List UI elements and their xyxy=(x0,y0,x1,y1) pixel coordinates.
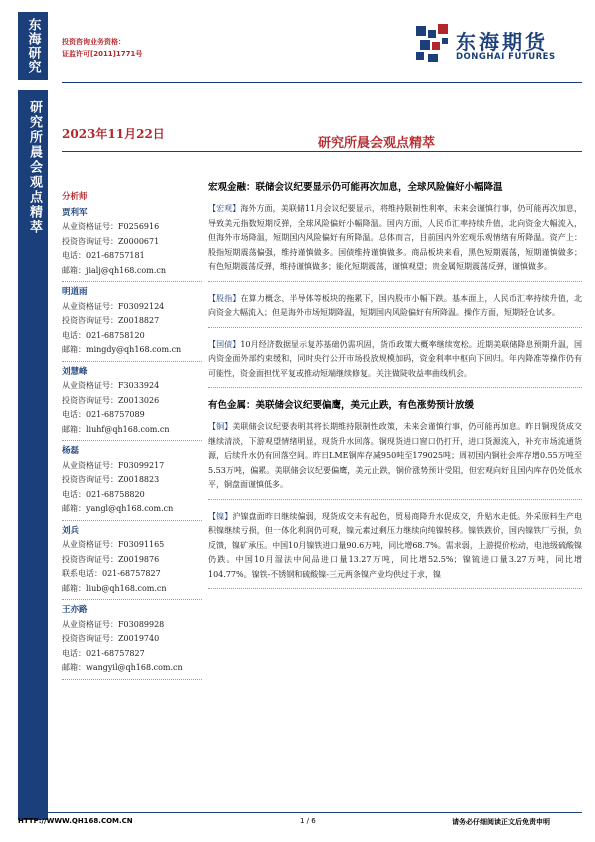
analyst-divider xyxy=(62,517,202,521)
header-divider xyxy=(62,82,582,83)
paragraph-tag: 【镍】 xyxy=(208,511,233,521)
donghai-logo-icon xyxy=(412,22,452,64)
analyst-license: 从业资格证号：F3033924 xyxy=(62,381,160,390)
commentary-paragraph xyxy=(208,420,582,500)
paragraph-text: 美联储会议纪要表明其将长期维持限制性政策，未来会谨慎行事，仍可能再加息。昨日铜现货成交继续清淡，下游观望情绪明显，现货升水回落。铜现货进口窗口仍打开，进口货源流入，补充市场流通货源，后续升水仍有回落空间。昨日LME铜库存减950吨至179025吨；周初国内铜社会库存增0.55万吨至5.53万吨，偏累。美联储会议纪要偏鹰，美元止跌，铜价涨势预计受阻，但宏观向好且国内库存仍处低水平，铜盘面谨慎低多。 xyxy=(208,422,583,489)
sidebar-bottom-label: 研究所晨会观点精萃 xyxy=(27,100,42,235)
qualification xyxy=(62,36,142,60)
commentary-paragraph xyxy=(208,202,582,282)
commentary-paragraph xyxy=(208,338,582,389)
commentary-paragraph xyxy=(208,292,582,328)
disclaimer-note: 请务必仔细阅读正文后免责申明 xyxy=(452,818,550,826)
paragraph-tag: 【国债】 xyxy=(208,339,241,349)
analyst-email[interactable]: 邮箱：yangl@qh168.com.cn xyxy=(62,504,174,513)
main-content xyxy=(208,180,582,599)
analyst-divider xyxy=(62,278,202,282)
footer-divider xyxy=(18,812,582,813)
analyst-advisor-id: 投资咨询证号：Z0018827 xyxy=(62,316,160,325)
analysts-heading: 分析师 xyxy=(62,192,88,202)
analyst-license: 从业资格证号：F03091165 xyxy=(62,540,165,549)
analyst-phone: 电话：021-68758820 xyxy=(62,489,145,499)
qualification-line1: 投资咨询业务资格： xyxy=(62,38,125,46)
analyst-license: 从业资格证号：F03089928 xyxy=(62,619,165,629)
analyst-card xyxy=(62,603,202,680)
analyst-phone: 电话：021-68758120 xyxy=(62,330,145,340)
analyst-phone: 电话：021-68757181 xyxy=(62,251,145,260)
analyst-name: 王亦路 xyxy=(62,605,88,615)
analyst-advisor-id: 投资咨询证号：Z0013026 xyxy=(62,395,160,405)
logo-cn: 东海期货 xyxy=(456,30,548,54)
logo-en: DONGHAI FUTURES xyxy=(456,52,556,62)
analyst-email[interactable]: 邮箱：wangyil@qh168.com.cn xyxy=(62,663,183,672)
analyst-name: 杨磊 xyxy=(62,446,80,456)
qualification-line2: 证监许可[2011]1771号 xyxy=(62,50,143,58)
analyst-card xyxy=(62,206,202,283)
analyst-email[interactable]: 邮箱：liub@qh168.com.cn xyxy=(62,583,167,593)
analyst-phone: 电话：021-68757827 xyxy=(62,648,145,658)
analyst-email[interactable]: 邮箱：jialj@qh168.com.cn xyxy=(62,265,166,275)
analyst-list xyxy=(62,206,202,680)
analyst-license: 从业资格证号：F0256916 xyxy=(62,222,160,231)
analyst-divider xyxy=(62,437,202,441)
analyst-divider xyxy=(62,358,202,362)
paragraph-tag: 【股指】 xyxy=(208,293,241,303)
analyst-advisor-id: 投资咨询证号：Z0019740 xyxy=(62,634,160,643)
analyst-card xyxy=(62,365,202,442)
analyst-name: 刘兵 xyxy=(62,525,80,536)
footer-url[interactable]: HTTP://WWW.QH168.COM.CN xyxy=(18,817,133,825)
analyst-card xyxy=(62,524,202,601)
analyst-advisor-id: 投资咨询证号：Z0019876 xyxy=(62,554,160,564)
paragraph-text: 10月经济数据显示复苏基础仍需巩固，货币政策大概率继续宽松。近期美联储降息预期升温，国内资金面外部约束缓和，同时央行公开市场投放规模加码，资金利率中枢向下回归。年内降准等操作仍有可能性，资金面担忧平复或推动短端继续修复。关注做陡收益率曲线机会。 xyxy=(208,339,582,378)
paragraph-tag: 【宏观】 xyxy=(208,204,241,213)
analyst-advisor-id: 投资咨询证号：Z0000671 xyxy=(62,236,160,246)
analyst-phone: 电话：021-68757089 xyxy=(62,410,145,419)
page-title: 研究所晨会观点精萃 xyxy=(318,136,436,151)
analyst-email[interactable]: 邮箱：mingdy@qh168.com.cn xyxy=(62,345,182,354)
paragraph-text: 海外方面，美联储11月会议纪要显示，将维持限制性利率，未来会谨慎行事，仍可能再次加息，导致美元指数短期反弹，全球风险偏好小幅降温。国内方面，人民币汇率持续升值，北向资金大幅流入，但海外市场降温，短期国内风险偏好有所降温。总体而言，目前国内外宏观乐观情绪有所降温。资产上：股指短期震荡偏强，维持谨慎做多。国债维持谨慎做多。商品板块来看，黑色短期震荡，短期谨慎做多；有色短期震荡反弹，维持谨慎做多；能化短期震荡，谨慎观望；贵金属短期震荡反弹，谨慎做多。 xyxy=(208,204,582,271)
analyst-license: 从业资格证号：F03092124 xyxy=(62,301,165,311)
analyst-license: 从业资格证号：F03099217 xyxy=(62,460,165,470)
report-date: 2023年11月22日 xyxy=(62,127,165,141)
sidebar-report-band xyxy=(18,90,48,820)
company-logo xyxy=(412,22,582,70)
title-divider xyxy=(62,151,582,152)
section-title: 宏观金融：联储会议纪要显示仍可能再次加息，全球风险偏好小幅降温 xyxy=(208,182,503,193)
commentary-paragraph xyxy=(208,510,582,590)
analyst-phone: 联系电话：021-68757827 xyxy=(62,569,161,578)
sidebar-top-label: 东海研究 xyxy=(18,12,48,80)
analyst-divider xyxy=(62,676,202,680)
analyst-column xyxy=(62,190,202,683)
analyst-name: 贾利军 xyxy=(62,207,88,218)
page-number: 1 / 6 xyxy=(300,817,316,825)
section-title: 有色金属：美联储会议纪要偏鹰，美元止跌，有色涨势预计放缓 xyxy=(208,400,475,411)
analyst-card xyxy=(62,444,202,521)
paragraph-tag: 【铜】 xyxy=(208,422,233,431)
analyst-email[interactable]: 邮箱：liuhf@qh168.com.cn xyxy=(62,424,170,434)
analyst-divider xyxy=(62,596,202,600)
analyst-card xyxy=(62,285,202,362)
analyst-name: 明道雨 xyxy=(62,287,88,297)
analyst-advisor-id: 投资咨询证号：Z0018823 xyxy=(62,475,160,484)
analyst-name: 刘慧峰 xyxy=(62,366,88,377)
paragraph-text: 在算力概念、半导体等板块的拖累下，国内股市小幅下跌。基本面上，人民币汇率持续升值，北向资金大幅流入；但是海外市场短期降温，短期国内风险偏好有所降温。操作方面，短期轻仓试多。 xyxy=(208,293,583,317)
paragraph-text: 沪镍盘面昨日继续偏弱，现货成交未有起色，贸易商降升水促成交，升贴水走低。外采原料生产电积镍继续亏损，但一体化利润仍可观，镍元素过剩压力继续向纯镍转移。镍铁跌价，国内镍铁厂亏损，负反馈，镍矿承压。中国10月镍铁进口量90.6万吨，同比增68.7%。需求弱，上游提价松动，电池级硫酸镍仍跌。中国10月湿法中间品进口量13.27万吨，同比增52.5%；镍锍进口量3.27万吨，同比增104.77%。镍铁-不锈钢和硫酸镍-三元两条镍产业均供过于求，镍 xyxy=(208,511,583,579)
